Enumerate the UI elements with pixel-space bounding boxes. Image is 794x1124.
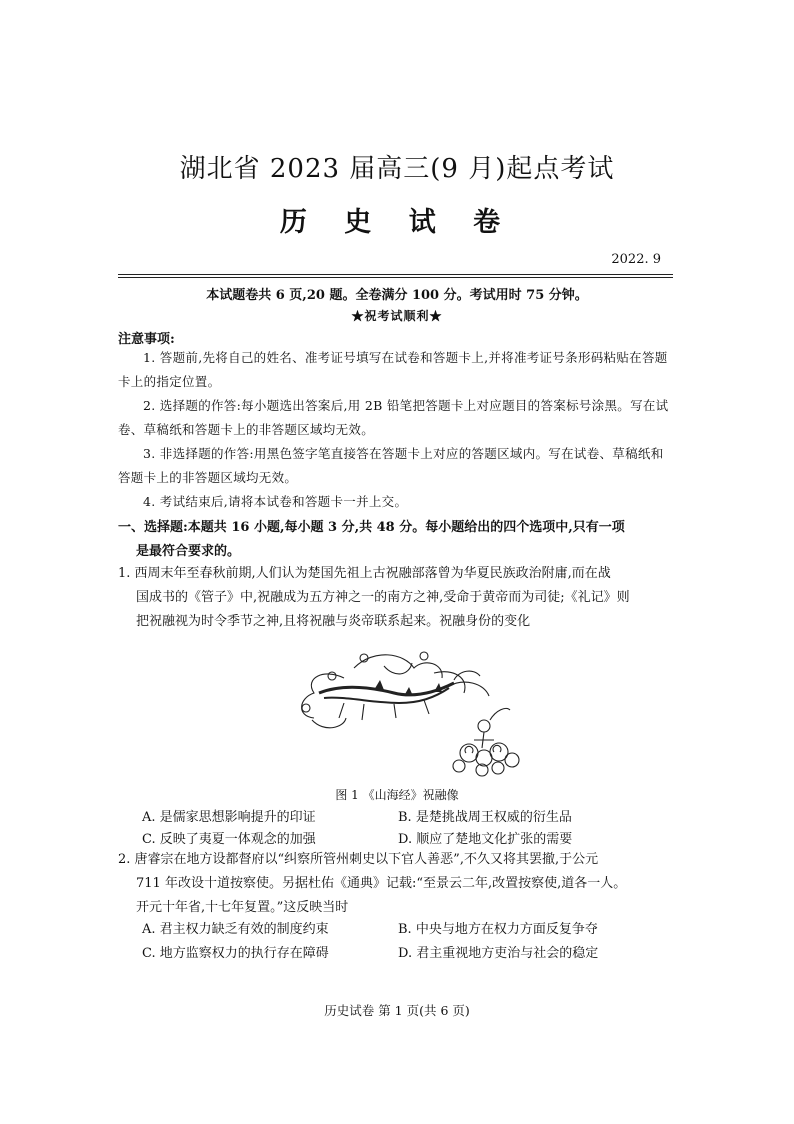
- q1-line-3: 把祝融视为时令季节之神,且将祝融与炎帝联系起来。祝融身份的变化: [136, 614, 531, 629]
- notice-item-2: 2. 选择题的作答:每小题选出答案后,用 2B 铅笔把答题卡上对应题目的答案标号涂黑。写在试卷、草稿纸和答题卡上的非答题区域均无效。: [118, 398, 669, 437]
- q1-option-a[interactable]: A. 是儒家思想影响提升的印证: [142, 810, 316, 825]
- q2-option-d[interactable]: D. 君主重视地方吏治与社会的稳定: [398, 946, 599, 961]
- q2-option-b[interactable]: B. 中央与地方在权力方面反复争夺: [398, 922, 598, 937]
- q1-options-row-2: [142, 828, 662, 850]
- q2-options-row-2: [142, 942, 662, 964]
- question-1: [118, 562, 674, 634]
- figure-caption: 图 1 《山海经》祝融像: [335, 788, 459, 802]
- section-heading: [118, 516, 674, 564]
- q2-options-row-1: [142, 918, 662, 940]
- q1-options-row-1: [142, 806, 662, 828]
- exam-wish: ★祝考试顺利★: [351, 309, 443, 323]
- exam-title: 湖北省 2023 届高三(9 月)起点考试: [179, 154, 615, 184]
- q2-option-c[interactable]: C. 地方监察权力的执行存在障碍: [142, 946, 329, 961]
- q2-line-2: 711 年改设十道按察使。另据杜佑《通典》记载:“至景云二年,改置按察使,道各一人。: [136, 876, 627, 891]
- page-footer: 历史试卷 第 1 页(共 6 页): [324, 1003, 470, 1018]
- exam-date: 2022. 9: [611, 252, 661, 267]
- notice-item-4: 4. 考试结束后,请将本试卷和答题卡一并上交。: [143, 494, 408, 509]
- notice-item-3: 3. 非选择题的作答:用黑色签字笔直接答在答题卡上对应的答题区域内。写在试卷、草稿纸和答题卡上的非答题区域均无效。: [118, 446, 664, 485]
- header-rule-2: [118, 277, 673, 278]
- q2-option-a[interactable]: A. 君主权力缺乏有效的制度约束: [142, 922, 329, 937]
- question-2: [118, 848, 674, 920]
- section-line-1: 一、选择题:本题共 16 小题,每小题 3 分,共 48 分。每小题给出的四个选项中,只有一项: [118, 520, 625, 535]
- notice-item-1: 1. 答题前,先将自己的姓名、准考证号填写在试卷和答题卡上,并将准考证号条形码粘贴在答题卡上的指定位置。: [118, 350, 668, 389]
- q2-line-3: 开元十年省,十七年复置。”这反映当时: [136, 900, 349, 915]
- q2-line-1: 2. 唐睿宗在地方设都督府以“纠察所管州刺史以下官人善恶”,不久又将其罢撤,于公元: [118, 852, 599, 867]
- exam-subtitle: 历 史 试 卷: [279, 207, 515, 238]
- q1-option-d[interactable]: D. 顺应了楚地文化扩张的需要: [398, 832, 573, 847]
- header-rule: [118, 274, 673, 275]
- zhurong-illustration: [284, 648, 534, 778]
- exam-info: 本试题卷共 6 页,20 题。全卷满分 100 分。考试用时 75 分钟。: [206, 288, 588, 303]
- q1-line-1: 1. 西周末年至春秋前期,人们认为楚国先祖上古祝融部落曾为华夏民族政治附庸,而在战: [118, 566, 611, 581]
- notice-heading: 注意事项:: [118, 332, 175, 347]
- section-line-2: 是最符合要求的。: [136, 544, 241, 559]
- q1-line-2: 国成书的《管子》中,祝融成为五方神之一的南方之神,受命于黄帝而为司徒;《礼记》则: [136, 590, 630, 605]
- q1-option-c[interactable]: C. 反映了夷夏一体观念的加强: [142, 832, 316, 847]
- q1-option-b[interactable]: B. 是楚挑战周王权威的衍生品: [398, 810, 572, 825]
